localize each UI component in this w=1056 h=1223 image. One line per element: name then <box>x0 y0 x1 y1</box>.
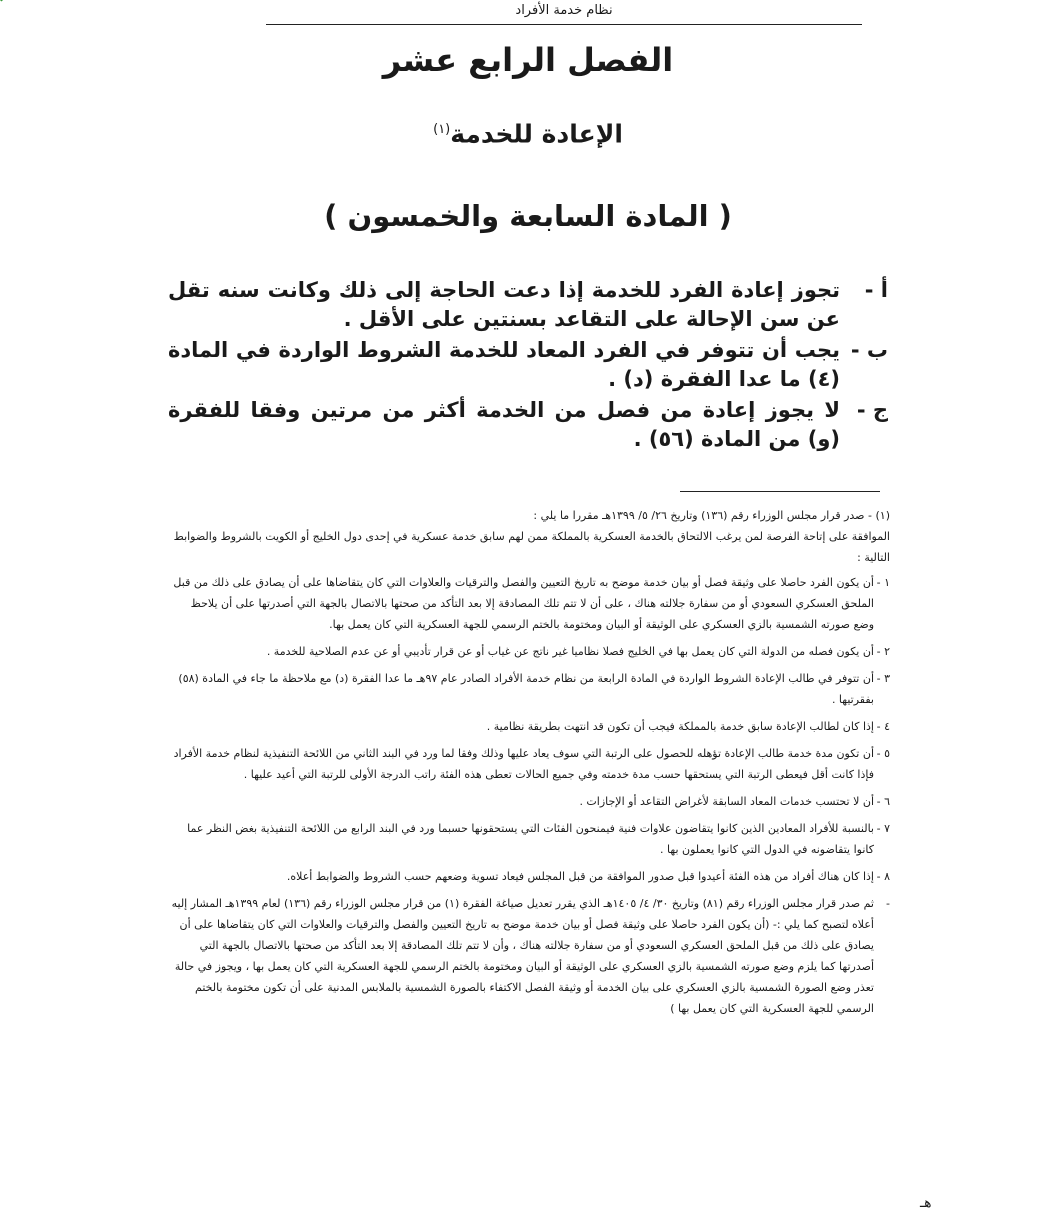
clause-letter: ج - <box>856 398 888 422</box>
footnote-item-text: أن لا تحتسب خدمات المعاد السابقة لأغراض التقاعد أو الإجازات . <box>579 795 874 808</box>
clause-text: يجب أن تتوفر في الفرد المعاد للخدمة الشروط الواردة في المادة (٤) ما عدا الفقرة (د) . <box>168 338 840 391</box>
clause-letter: أ - <box>864 278 888 302</box>
footnote-item-8 <box>168 866 890 887</box>
clause-c <box>168 396 888 454</box>
footnote-lead: (١) - صدر قرار مجلس الوزراء رقم (١٣٦) وتاريخ ٢٦/ ٥/ ١٣٩٩هـ مقررا ما يلي : <box>533 509 890 522</box>
footnote-item-1 <box>168 572 890 635</box>
footnote-item-text: بالنسبة للأفراد المعادين الذين كانوا يتقاضون علاوات فنية فيمنحون الفئات التي يستحقونها حسبما ورد في البند الرابع من اللائحة التنفيذية بغض النظر عما كانوا يتقاضونه في الدول التي كانوا يعملون بها . <box>187 822 874 856</box>
footnote-item-number: ٤ - <box>876 720 890 733</box>
footnote-item-6 <box>168 791 890 812</box>
footnotes <box>168 505 890 1025</box>
section-title <box>0 112 1056 152</box>
footnote-separator <box>680 491 880 492</box>
footnote-reference: (١) <box>433 122 451 137</box>
footnote-item-number: ٦ - <box>876 795 890 808</box>
clause-a <box>168 276 888 334</box>
clause-b <box>168 336 888 394</box>
footnote-amendment-text: ثم صدر قرار مجلس الوزراء رقم (٨١) وتاريخ ٣٠/ ٤/ ١٤٠٥هـ الذي يقرر تعديل صياغة الفقرة (١) من قرار مجلس الوزراء رقم (١٣٦) لعام ١٣٩٩هـ المشار إليه أعلاه لتصبح كما يلي :- (أن يكون الفرد حاصلا على وثيقة فصل أو بيان خدمة موضح به تاريخ التعيين والفصل والترقيات والعلاوات التي كان يتقاضاها على أن يصادق على ذلك من قبل الملحق العسكري السعودي أو من سفارة جلالته هناك ، وأن لا تتم تلك المصادقة إلا بعد التأكد من صحتها بالاتصال بالجهة التي أصدرتها كما يلزم وضع صورته الشمسية بالزي العسكري على الوثيقة أو البيان ومختومة بالختم الرسمي للجهة العسكرية التي كان يعمل بها ، ويجوز في حالة تعذر وضع الصورة الشمسية بالزي العسكري على بيان الخدمة أو وثيقة الفصل الاكتفاء بالصورة الشمسية بالملابس المدنية على أن تكون مختومة بالختم الرسمي للجهة العسكرية التي كان يعمل بها ) <box>171 897 874 1015</box>
article-title: ( المادة السابعة والخمسون ) <box>324 199 732 233</box>
footnote-item-number: - <box>886 897 890 910</box>
footnote-item-4 <box>168 716 890 737</box>
clause-letter: ب - <box>850 338 888 362</box>
chapter-title: الفصل الرابع عشر <box>382 41 674 79</box>
running-header: نظام خدمة الأفراد <box>266 0 862 25</box>
article-clauses <box>168 276 888 456</box>
footnote-intro: الموافقة على إتاحة الفرصة لمن يرغب الالتحاق بالخدمة العسكرية بالمملكة ممن لهم سابق خدمة عسكرية في إحدى دول الخليج أو الكويت بالشروط والضوابط التالية : <box>173 530 890 564</box>
footnote-item-number: ٥ - <box>876 747 890 760</box>
footnote-item-text: إذا كان لطالب الإعادة سابق خدمة بالمملكة فيجب أن تكون قد انتهت بطريقة نظامية . <box>486 720 874 733</box>
footnote-item-3 <box>168 668 890 710</box>
scan-corner-mark <box>0 0 14 8</box>
footnote-item-5 <box>168 743 890 785</box>
footnote-item-number: ١ - <box>876 576 890 589</box>
clause-text: تجوز إعادة الفرد للخدمة إذا دعت الحاجة إلى ذلك وكانت سنه تقل عن سن الإحالة على التقاعد بسنتين على الأقل . <box>168 278 840 331</box>
footnote-item-number: ٣ - <box>876 672 890 685</box>
footnote-item-number: ٢ - <box>876 645 890 658</box>
footnote-item-7 <box>168 818 890 860</box>
clause-text: لا يجوز إعادة من فصل من الخدمة أكثر من مرتين وفقا للفقرة (و) من المادة (٥٦) . <box>168 398 840 451</box>
footnote-amendment <box>168 893 890 1019</box>
footnote-item-text: أن يكون الفرد حاصلا على وثيقة فصل أو بيان خدمة موضح به تاريخ التعيين والفصل والترقيات والعلاوات التي كان يتقاضاها على أن يصادق على ذلك من قبل الملحق العسكري السعودي أو من سفارة جلالته هناك ، على أن لا تتم تلك المصادقة إلا بعد التأكد من صحتها بالاتصال بالجهة التي أصدرتها على أن يلاحظ وضع صورته الشمسية بالزي العسكري على الوثيقة أو البيان ومختومة بالختم الرسمي للجهة العسكرية التي كان يعمل بها. <box>173 576 874 631</box>
footnote-item-number: ٨ - <box>876 870 890 883</box>
section-title-text: الإعادة للخدمة <box>450 119 623 149</box>
page-mark: هـ <box>920 1195 932 1211</box>
footnote-item-number: ٧ - <box>876 822 890 835</box>
footnote-item-text: أن تكون مدة خدمة طالب الإعادة تؤهله للحصول على الرتبة التي سوف يعاد عليها وذلك وفقا لما ورد في البند الثاني من اللائحة التنفيذية لنظام خدمة الأفراد فإذا كانت أقل فيعطى الرتبة التي يستحقها حسب مدة خدمته وفي جميع الحالات تعطى هذه الفئة راتب الدرجة الأولى للرتبة التي أعيد عليها . <box>173 747 874 781</box>
footnote-item-text: أن يكون فصله من الدولة التي كان يعمل بها في الخليج فصلا نظاميا غير ناتج عن غياب أو عن قرار تأديبي أو عن عدم الصلاحية للخدمة . <box>266 645 874 658</box>
footnote-item-2 <box>168 641 890 662</box>
footnote-item-text: أن تتوفر في طالب الإعادة الشروط الواردة في المادة الرابعة من نظام خدمة الأفراد الصادر عام ٩٧هـ ما عدا الفقرة (د) مع ملاحظة ما جاء في المادة (٥٨) بفقرتيها . <box>178 672 874 706</box>
footnote-item-text: إذا كان هناك أفراد من هذه الفئة أعيدوا قبل صدور الموافقة من قبل المجلس فيعاد تسوية وضعهم حسب الشروط والضوابط أعلاه. <box>286 870 874 883</box>
